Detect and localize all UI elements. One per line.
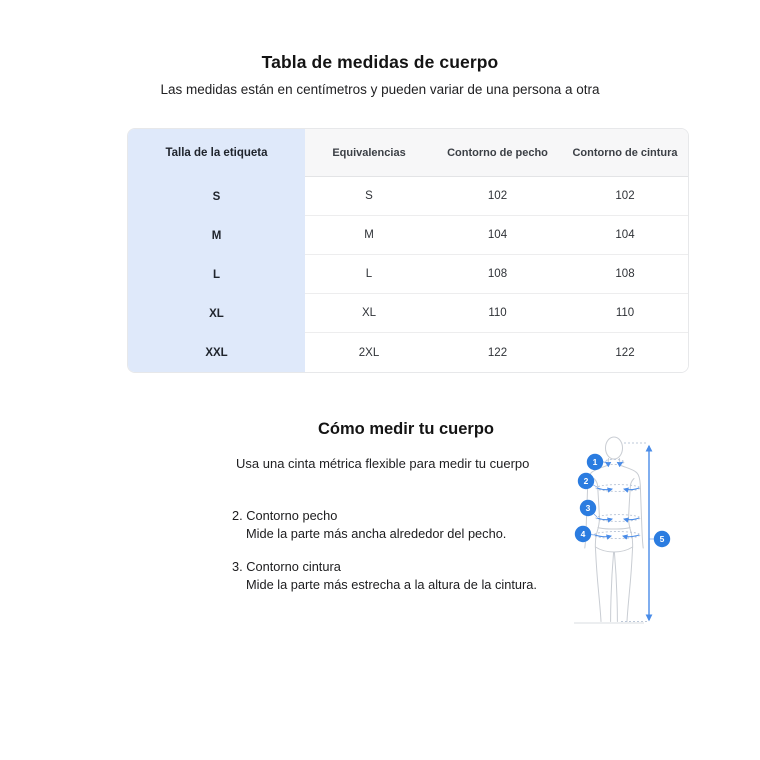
waist-cell: 104 <box>562 216 688 255</box>
step-number: 3. <box>232 559 243 574</box>
equivalence-cell: L <box>305 255 433 294</box>
measure-section-title: Cómo medir tu cuerpo <box>317 420 494 438</box>
equivalence-cell: M <box>305 216 433 255</box>
list-item <box>232 507 537 542</box>
step-name: Contorno pecho <box>246 508 338 523</box>
chest-cell: 104 <box>433 216 562 255</box>
header-cell-waist: Contorno de cintura <box>562 129 688 177</box>
equivalence-cell: S <box>305 177 433 216</box>
waist-cell: 122 <box>562 333 688 372</box>
marker-connectors <box>580 462 662 539</box>
marker-5-label: 5 <box>659 534 665 544</box>
table-row <box>128 333 688 372</box>
step-title <box>232 558 537 576</box>
chest-cell: 102 <box>433 177 562 216</box>
page-title: Tabla de medidas de cuerpo <box>261 52 499 72</box>
measure-intro: Usa una cinta métrica flexible para medir tu cuerpo <box>236 456 530 471</box>
measure-steps-list <box>232 507 537 609</box>
size-label-cell: XL <box>128 294 305 333</box>
marker-1-label: 1 <box>592 457 598 467</box>
page-subtitle: Las medidas están en centímetros y pueden variar de una persona a otra <box>160 82 600 97</box>
step-description: Mide la parte más ancha alrededor del pecho. <box>246 525 507 541</box>
step-number: 2. <box>232 508 243 523</box>
waist-cell: 108 <box>562 255 688 294</box>
chest-cell: 108 <box>433 255 562 294</box>
equivalence-cell: 2XL <box>305 333 433 372</box>
equivalence-cell: XL <box>305 294 433 333</box>
measure-tape-ellipses <box>594 459 640 538</box>
body-measure-figure-illustration <box>568 436 683 628</box>
size-table <box>127 128 689 373</box>
step-name: Contorno cintura <box>246 559 341 574</box>
list-item <box>232 558 537 593</box>
table-row <box>128 294 688 333</box>
header-cell-equivalences: Equivalencias <box>305 129 433 177</box>
size-table-header-row <box>128 129 688 177</box>
size-label-cell: S <box>128 177 305 216</box>
waist-cell: 102 <box>562 177 688 216</box>
chest-cell: 122 <box>433 333 562 372</box>
header-cell-chest: Contorno de pecho <box>433 129 562 177</box>
girth-arrows <box>595 462 639 537</box>
marker-4-label: 4 <box>580 529 586 539</box>
table-row <box>128 177 688 216</box>
size-label-cell: L <box>128 255 305 294</box>
chest-cell: 110 <box>433 294 562 333</box>
measure-marker-badges <box>575 454 670 547</box>
header-cell-label-size: Talla de la etiqueta <box>128 129 305 177</box>
step-description: Mide la parte más estrecha a la altura de la cintura. <box>246 576 537 592</box>
marker-3-label: 3 <box>585 503 591 513</box>
step-title <box>232 507 537 525</box>
size-label-cell: M <box>128 216 305 255</box>
marker-2-label: 2 <box>583 476 589 486</box>
waist-cell: 110 <box>562 294 688 333</box>
table-row <box>128 255 688 294</box>
table-row <box>128 216 688 255</box>
size-label-cell: XXL <box>128 333 305 372</box>
